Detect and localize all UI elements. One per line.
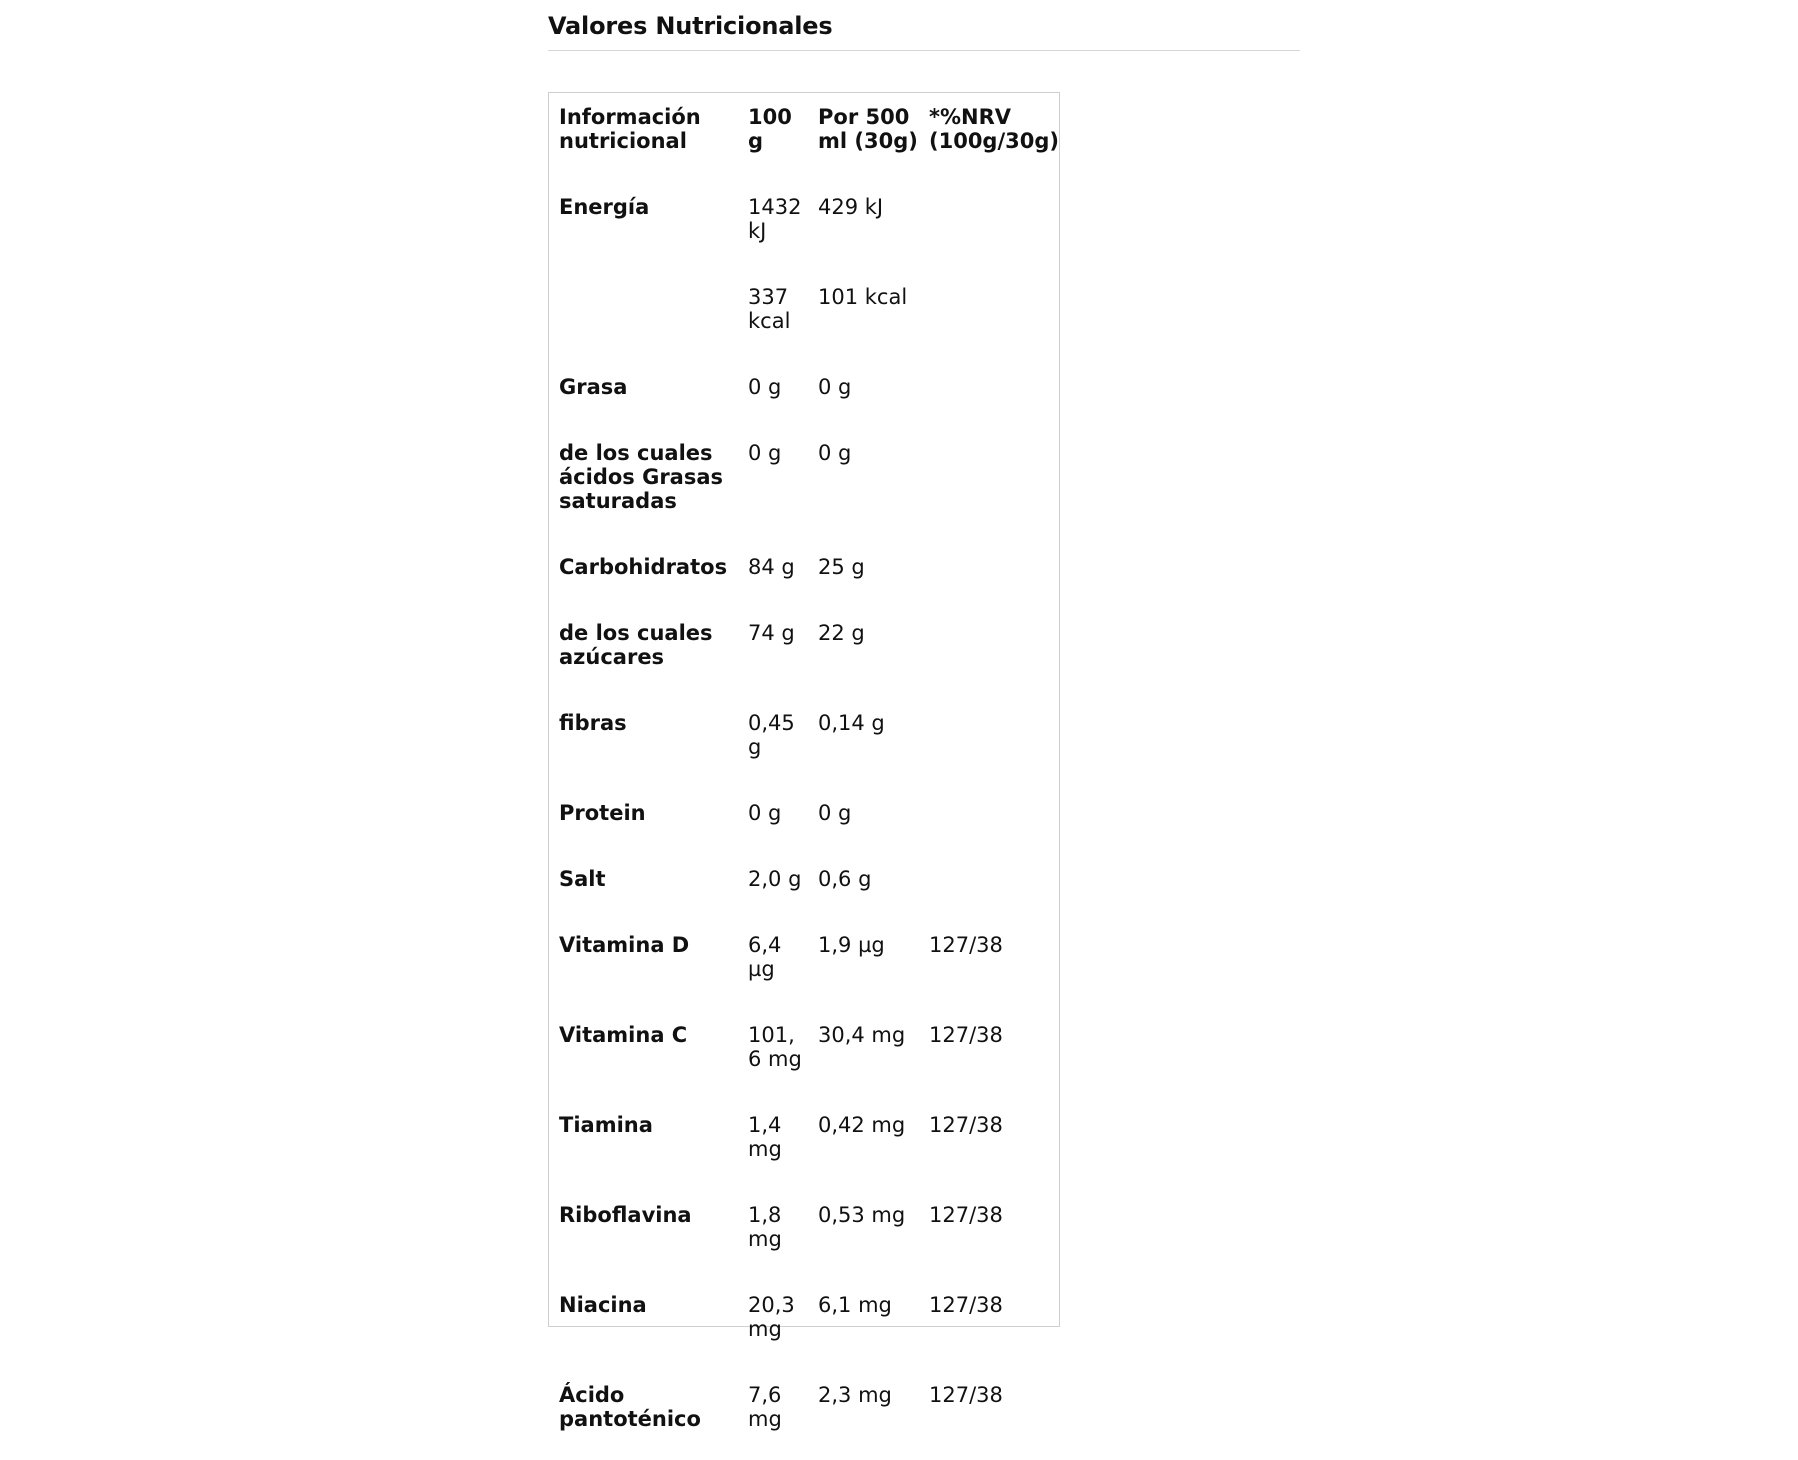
header-nutrition-info: Información nutricional (559, 105, 701, 153)
value-per-100g: 0 g (748, 375, 782, 399)
value-per-100g: 0 g (748, 801, 782, 825)
value-per-serving: 0,42 mg (818, 1113, 906, 1137)
table-row (548, 1010, 1060, 1100)
header-row (548, 92, 1060, 182)
value-per-serving: 30,4 mg (818, 1023, 906, 1047)
value-per-100g: 2,0 g (748, 867, 802, 891)
value-per-serving: 0,6 g (818, 867, 872, 891)
header-nrv: *%NRV (100g/30g) (929, 105, 1059, 153)
nutrition-table (548, 92, 1060, 1460)
nutrient-name: Grasa (559, 375, 628, 399)
value-nrv (918, 428, 1060, 542)
table-row (548, 1100, 1060, 1190)
value-nrv: 127/38 (929, 1203, 1003, 1227)
nutrient-name: Carbohidratos (559, 555, 728, 579)
table-row (548, 272, 1060, 362)
value-per-100g: 74 g (748, 621, 795, 645)
value-per-serving: 0,53 mg (818, 1203, 906, 1227)
value-nrv (918, 608, 1060, 698)
value-per-100g: 1432 kJ (748, 195, 802, 243)
value-per-100g: 0,45 g (748, 711, 795, 759)
value-per-100g: 1,4 mg (748, 1113, 782, 1161)
nutrient-name: Ácido pantoténico (559, 1383, 701, 1431)
value-nrv (918, 698, 1060, 788)
value-nrv (918, 272, 1060, 362)
nutrient-name: Tiamina (559, 1113, 653, 1137)
value-nrv: 127/38 (929, 933, 1003, 957)
nutrient-name: Energía (559, 195, 650, 219)
table-row (548, 1190, 1060, 1280)
value-nrv (918, 362, 1060, 428)
table-row (548, 362, 1060, 428)
value-nrv (918, 854, 1060, 920)
nutrient-name: Vitamina D (559, 933, 690, 957)
nutrition-table-header (548, 92, 1060, 182)
value-per-serving: 101 kcal (818, 285, 908, 309)
value-per-serving: 1,9 µg (818, 933, 885, 957)
table-row (548, 428, 1060, 542)
value-per-serving: 2,3 mg (818, 1383, 892, 1407)
nutrient-name: Niacina (559, 1293, 647, 1317)
table-row (548, 182, 1060, 272)
header-per-serving: Por 500 ml (30g) (818, 105, 918, 153)
value-per-100g: 7,6 mg (748, 1383, 782, 1431)
value-nrv (918, 788, 1060, 854)
value-nrv: 127/38 (929, 1383, 1003, 1407)
value-per-serving: 25 g (818, 555, 865, 579)
table-row (548, 542, 1060, 608)
value-per-100g: 20,3 mg (748, 1293, 795, 1341)
value-nrv: 127/38 (929, 1293, 1003, 1317)
value-per-serving: 0 g (818, 801, 852, 825)
title-divider (548, 50, 1300, 51)
table-row (548, 788, 1060, 854)
nutrient-name (548, 272, 737, 362)
table-row (548, 854, 1060, 920)
value-per-serving: 429 kJ (818, 195, 884, 219)
header-per-100g: 100 g (748, 105, 792, 153)
value-nrv: 127/38 (929, 1113, 1003, 1137)
value-per-100g: 84 g (748, 555, 795, 579)
value-per-serving: 0 g (818, 375, 852, 399)
value-per-serving: 6,1 mg (818, 1293, 892, 1317)
value-per-100g: 0 g (748, 441, 782, 465)
nutrient-name: de los cuales azúcares (559, 621, 713, 669)
section-title: Valores Nutricionales (548, 12, 833, 40)
value-per-100g: 6,4 µg (748, 933, 782, 981)
nutrient-name: Riboflavina (559, 1203, 692, 1227)
nutrition-table-body (548, 182, 1060, 1460)
value-nrv (918, 182, 1060, 272)
value-nrv: 127/38 (929, 1023, 1003, 1047)
value-nrv (918, 542, 1060, 608)
value-per-serving: 0,14 g (818, 711, 885, 735)
nutrient-name: fibras (559, 711, 627, 735)
value-per-100g: 1,8 mg (748, 1203, 782, 1251)
table-row (548, 1370, 1060, 1460)
nutrient-name: Salt (559, 867, 606, 891)
table-row (548, 1280, 1060, 1370)
table-row (548, 698, 1060, 788)
nutrient-name: de los cuales ácidos Grasas saturadas (559, 441, 724, 513)
nutrient-name: Vitamina C (559, 1023, 688, 1047)
nutrient-name: Protein (559, 801, 646, 825)
value-per-serving: 22 g (818, 621, 865, 645)
table-row (548, 920, 1060, 1010)
table-row (548, 608, 1060, 698)
value-per-serving: 0 g (818, 441, 852, 465)
value-per-100g: 101,6 mg (748, 1023, 802, 1071)
value-per-100g: 337 kcal (748, 285, 791, 333)
